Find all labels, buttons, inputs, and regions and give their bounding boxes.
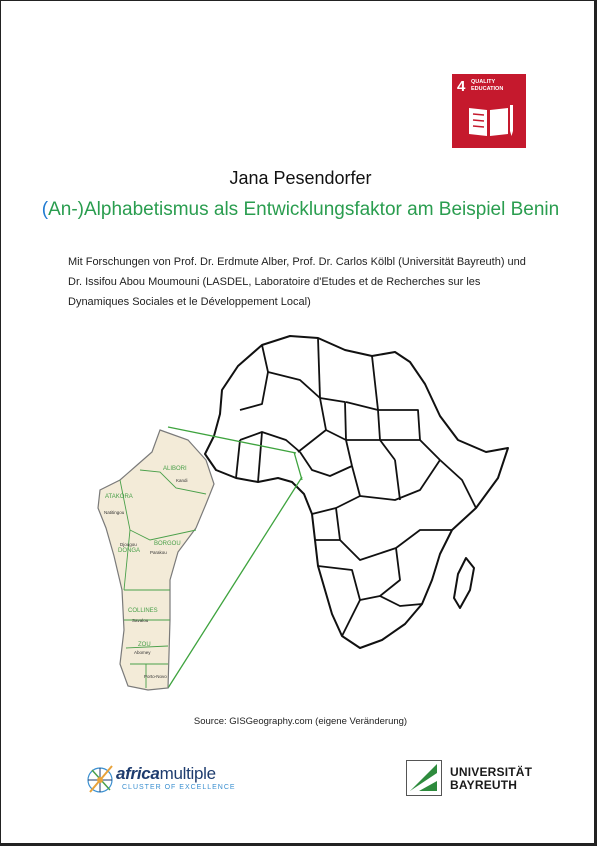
sdg-number: 4 [457, 78, 466, 95]
bayreuth-line2: BAYREUTH [450, 778, 518, 792]
title-main: An-)Alphabetismus als Entwicklungsfaktor am Beispiel Benin [48, 199, 560, 220]
africamultiple-word-africa: africa [116, 764, 160, 783]
city-djougou: Djougou [120, 542, 137, 547]
africa-outline [205, 336, 508, 648]
author-name: Jana Pesendorfer [229, 168, 372, 188]
region-collines: COLLINES [128, 608, 158, 614]
city-savalou: Savalou [132, 618, 149, 623]
universitaet-bayreuth-logo [406, 760, 536, 800]
city-porto-novo: Porto-Novo [144, 674, 167, 679]
region-zou: ZOU [138, 642, 151, 648]
city-parakou: Parakou [150, 550, 167, 555]
map-source-caption: Source: GISGeography.com (eigene Veränderung) [193, 716, 408, 727]
region-atakora: ATAKORA [105, 494, 133, 500]
africamultiple-word-multiple: multiple [159, 764, 216, 783]
city-kandi: Kandi [176, 478, 188, 483]
benin-detail-map [98, 430, 214, 690]
city-abomey: Abomey [134, 650, 151, 655]
city-natitingou: Natitingou [104, 510, 125, 515]
sdg-label: QUALITY EDUCATION [471, 79, 504, 92]
bayreuth-line1: UNIVERSITÄT [450, 765, 533, 779]
bayreuth-name [450, 766, 532, 792]
africamultiple-logo [82, 760, 242, 800]
region-donga: DONGA [118, 548, 141, 554]
africamultiple-tagline: CLUSTER OF EXCELLENCE [122, 784, 236, 791]
subtitle-credits: Mit Forschungen von Prof. Dr. Erdmute Alber, Prof. Dr. Carlos Kölbl (Universität Bayreuth) und Dr. Issifou Abou Moumouni (LASDEL, Laboratoire d'Etudes et de Recherches sur les Dynamiques Sociales et le Développement Local) [68, 256, 526, 308]
bayreuth-emblem-icon [406, 760, 442, 796]
title-paren: ( [41, 199, 49, 220]
region-borgou: BORGOU [154, 541, 181, 547]
region-alibori: ALIBORI [163, 466, 187, 472]
